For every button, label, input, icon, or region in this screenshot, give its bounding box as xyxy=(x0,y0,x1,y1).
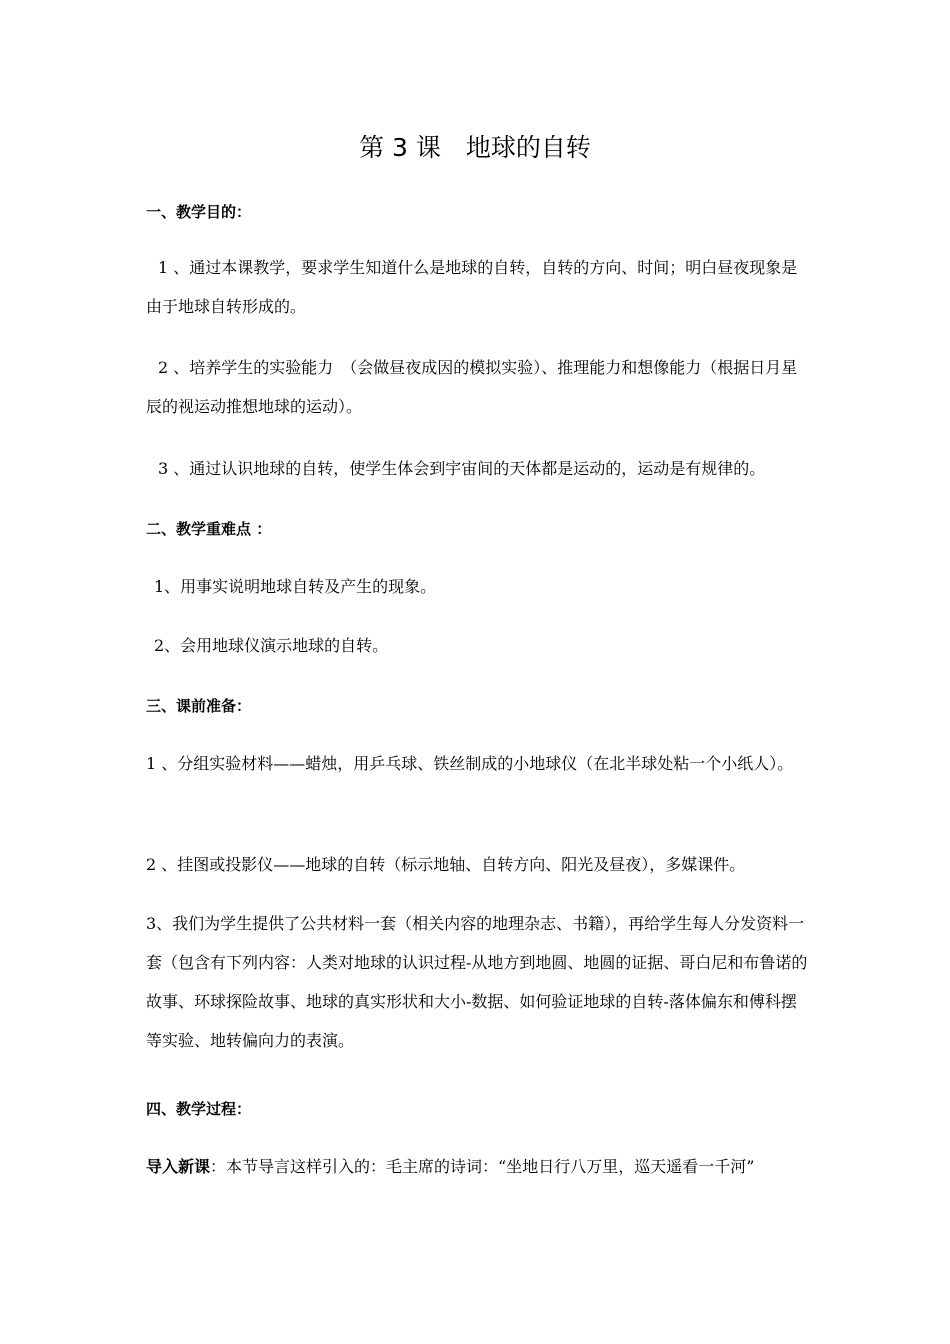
preparation-item-2: 2 、挂图或投影仪——地球的自转（标示地轴、自转方向、阳光及昼夜），多媒课件。 xyxy=(146,855,746,874)
section-heading-key-points: 二、教学重难点 ： xyxy=(146,520,272,538)
objective-item-3: 3 、通过认识地球的自转，使学生体会到宇宙间的天体都是运动的，运动是有规律的。 xyxy=(158,459,766,478)
process-intro-paragraph xyxy=(146,1147,808,1186)
objective-item-2: 2 、培养学生的实验能力 （会做昼夜成因的模拟实验）、推理能力和想像能力（根据日月星辰的视运动推想地球的运动）。 xyxy=(146,358,798,416)
key-point-item-2: 2、会用地球仪演示地球的自转。 xyxy=(154,636,389,655)
section-heading-objectives: 一、教学目的： xyxy=(146,203,252,221)
key-point-item-1: 1、用事实说明地球自转及产生的现象。 xyxy=(154,577,437,596)
section-heading-process: 四、教学过程： xyxy=(146,1100,252,1118)
objective-item-1: 1 、通过本课教学，要求学生知道什么是地球的自转，自转的方向、时间；明白昼夜现象是由于地球自转形成的。 xyxy=(146,258,798,316)
intro-text: ：本节导言这样引入的：毛主席的诗词：“坐地日行八万里，巡天遥看一千河” xyxy=(210,1157,755,1176)
preparation-item-3: 3、我们为学生提供了公共材料一套（相关内容的地理杂志、书籍），再给学生每人分发资料一套（包含有下列内容：人类对地球的认识过程-从地方到地圆、地圆的证据、哥白尼和布鲁诺的故事、环球探险故事、地球的真实形状和大小-数据、如何验证地球的自转-落体偏东和傅科摆等实验、地转偏向力的表演。 xyxy=(146,914,808,1050)
document-title: 第 3 课 地球的自转 xyxy=(359,133,591,162)
intro-label: 导入新课 xyxy=(146,1157,211,1176)
preparation-item-1: 1 、分组实验材料——蜡烛，用乒乓球、铁丝制成的小地球仪（在北半球处粘一个小纸人）。 xyxy=(146,754,794,773)
section-heading-preparation: 三、课前准备： xyxy=(146,697,252,715)
